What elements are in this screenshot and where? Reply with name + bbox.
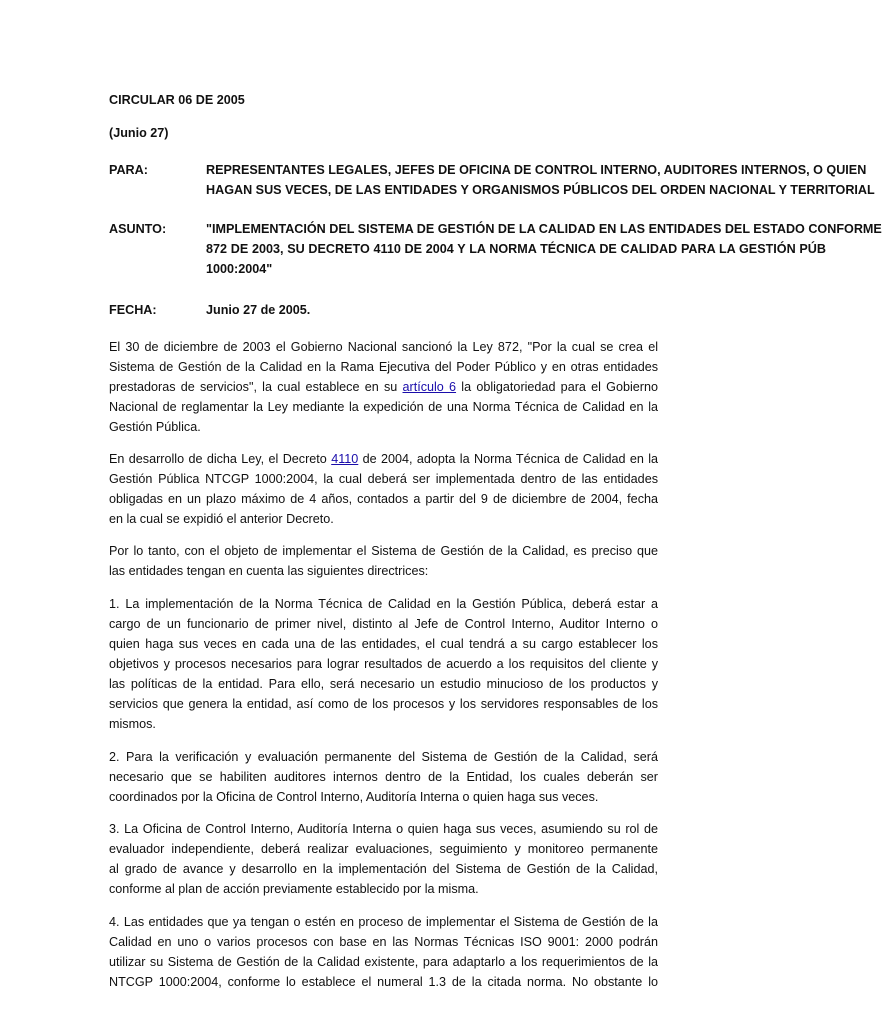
directriz-2 [109,747,658,807]
fecha-label: FECHA: [109,303,157,317]
text-line: cargo de un funcionario de primer nivel, distinto al Jefe de Control Interno, Auditor Interno o [109,617,658,631]
text-line: en la cual se expidió el anterior Decreto. [109,512,334,526]
text-line [109,377,658,397]
asunto-label: ASUNTO: [109,222,167,236]
text-line: conforme al plan de acción previamente establecido por la misma. [109,882,479,896]
directriz-3 [109,819,658,899]
text-line: quien haga sus veces en cada una de las entidades, el cual tendrá a su cargo establecer los [109,637,658,651]
text-line: 1. La implementación de la Norma Técnica de Calidad en la Gestión Pública, deberá estar a [109,597,658,611]
text-line: obligadas en un plazo máximo de 4 años, contados a partir del 9 de diciembre de 2004, fecha [109,492,658,506]
fecha-value [206,300,826,320]
para-label: PARA: [109,163,148,177]
text-segment: de 2004, adopta la Norma Técnica de Calidad en la [358,452,659,466]
decreto-4110-link[interactable]: 4110 [331,452,359,466]
directriz-4 [109,912,658,992]
asunto-line: 1000:2004" [206,262,273,276]
text-line: las políticas de la entidad. Para ello, será necesario un estudio minucioso de los productos y [109,677,658,691]
text-line: NTCGP 1000:2004, conforme lo establece el numeral 1.3 de la citada norma. No obstante lo [109,975,658,989]
text-line: Por lo tanto, con el objeto de implementar el Sistema de Gestión de la Calidad, es preciso que [109,544,658,558]
circular-title: CIRCULAR 06 DE 2005 [109,93,245,107]
paragraph-ley-872 [109,337,658,437]
text-line: necesario que se habiliten auditores internos dentro de la Entidad, los cuales deberán ser [109,770,658,784]
text-line: objetivos y procesos necesarios para lograr resultados de acuerdo a los requisitos del cliente y [109,657,658,671]
directriz-1 [109,594,658,734]
paragraph-decreto-4110 [109,449,658,529]
asunto-line: 872 DE 2003, SU DECRETO 4110 DE 2004 Y LA NORMA TÉCNICA DE CALIDAD PARA LA GESTIÓN PÚB [206,242,826,256]
asunto-value [206,219,882,279]
text-line: coordinados por la Oficina de Control Interno, Auditoría Interna o quien haga sus veces. [109,790,599,804]
text-line: Calidad en uno o varios procesos con base en las Normas Técnicas ISO 9001: 2000 podrán [109,935,658,949]
asunto-line: "IMPLEMENTACIÓN DEL SISTEMA DE GESTIÓN DE LA CALIDAD EN LAS ENTIDADES DEL ESTADO CONFORME [206,222,882,236]
text-segment: la obligatoriedad para el Gobierno [456,380,658,394]
text-line: Gestión Pública NTCGP 1000:2004, la cual deberá ser implementada dentro de las entidades [109,472,658,486]
text-line: las entidades tengan en cuenta las siguientes directrices: [109,564,429,578]
para-value [206,160,875,200]
text-line: Gestión Pública. [109,420,201,434]
para-line: REPRESENTANTES LEGALES, JEFES DE OFICINA DE CONTROL INTERNO, AUDITORES INTERNOS, O QUIEN [206,163,867,177]
text-line: 2. Para la verificación y evaluación permanente del Sistema de Gestión de la Calidad, será [109,750,658,764]
text-segment: prestadoras de servicios", la cual establece en su [109,380,403,394]
fecha-line: Junio 27 de 2005. [206,303,311,317]
text-line: El 30 de diciembre de 2003 el Gobierno Nacional sancionó la Ley 872, "Por la cual se crea el [109,340,658,354]
text-line: utilizar su Sistema de Gestión de la Calidad existente, para adaptarlo a los requerimientos de la [109,955,658,969]
text-line: mismos. [109,717,156,731]
text-line [109,449,658,469]
text-line: 4. Las entidades que ya tengan o estén en proceso de implementar el Sistema de Gestión de la [109,915,658,929]
text-line: Nacional de reglamentar la Ley mediante la expedición de una Norma Técnica de Calidad en la [109,400,658,414]
text-line: evaluador independiente, deberá realizar evaluaciones, seguimiento y monitoreo permanente [109,842,658,856]
text-line: Sistema de Gestión de la Calidad en la Rama Ejecutiva del Poder Público y en otras entidades [109,360,658,374]
text-line: al grado de avance y desarrollo en la implementación del Sistema de Gestión de la Calidad, [109,862,658,876]
circular-date: (Junio 27) [109,126,169,140]
paragraph-directrices-intro [109,541,658,581]
text-line: 3. La Oficina de Control Interno, Auditoría Interna o quien haga sus veces, asumiendo su rol de [109,822,658,836]
text-segment: En desarrollo de dicha Ley, el Decreto [109,452,332,466]
para-line: HAGAN SUS VECES, DE LAS ENTIDADES Y ORGANISMOS PÚBLICOS DEL ORDEN NACIONAL Y TERRITORIAL [206,183,875,197]
text-line: servicios que genera la entidad, así como de los procesos y los servidores responsables de los [109,697,658,711]
articulo-6-link[interactable]: artículo 6 [402,380,457,394]
